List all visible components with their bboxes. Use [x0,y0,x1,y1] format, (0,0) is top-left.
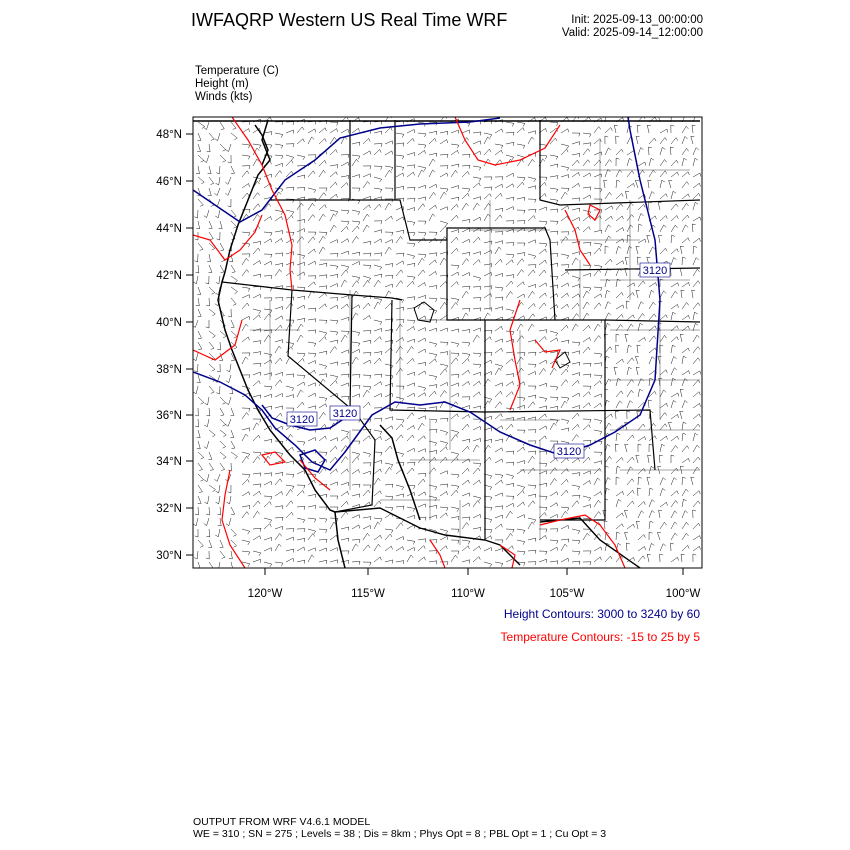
county-lines [250,140,700,545]
lakes [414,302,570,368]
field-temperature: Temperature (C) [195,65,279,77]
temperature-contour-legend: Temperature Contours: -15 to 25 by 5 [500,630,700,644]
lat-label-38: 38°N [156,364,182,376]
lat-label-34: 34°N [156,456,182,468]
field-winds: Winds (kts) [195,91,253,103]
lon-label-105: 105°W [549,588,585,600]
lat-label-42: 42°N [156,270,182,282]
lat-label-32: 32°N [156,503,182,515]
lon-label-115: 115°W [351,588,385,600]
lon-label-110: 110°W [451,588,485,600]
valid-time: Valid: 2025-09-14_12:00:00 [561,27,703,39]
model-info-line1: OUTPUT FROM WRF V4.6.1 MODEL [193,816,371,828]
lat-label-36: 36°N [156,410,182,422]
lon-label-100: 100°W [665,588,701,600]
height-contour-legend: Height Contours: 3000 to 3240 by 60 [503,607,700,621]
lon-ticks [265,568,683,575]
country-border [193,121,700,568]
coastline [218,120,420,568]
map-title: IWFAQRP Western US Real Time WRF [191,10,508,30]
contour-label-3120-c: 3120 [556,446,582,458]
contour-label-3120-d: 3120 [642,265,668,277]
lat-label-48: 48°N [156,129,182,141]
temperature-contours [193,117,625,568]
model-info-line2: WE = 310 ; SN = 275 ; Levels = 38 ; Dis = 8km ; Phys Opt = 8 ; PBL Opt = 1 ; Cu Opt = 3 [193,828,607,840]
init-time: Init: 2025-09-13_00:00:00 [571,14,703,26]
lat-label-46: 46°N [156,176,182,188]
lat-label-40: 40°N [156,317,182,329]
contour-label-boxes [287,263,670,458]
field-height: Height (m) [195,78,249,90]
lat-label-30: 30°N [156,550,182,562]
contour-label-3120-a: 3120 [289,414,315,426]
contour-label-3120-b: 3120 [332,408,358,420]
lat-label-44: 44°N [156,223,182,235]
lon-label-120: 120°W [247,588,283,600]
lat-ticks [186,134,193,555]
